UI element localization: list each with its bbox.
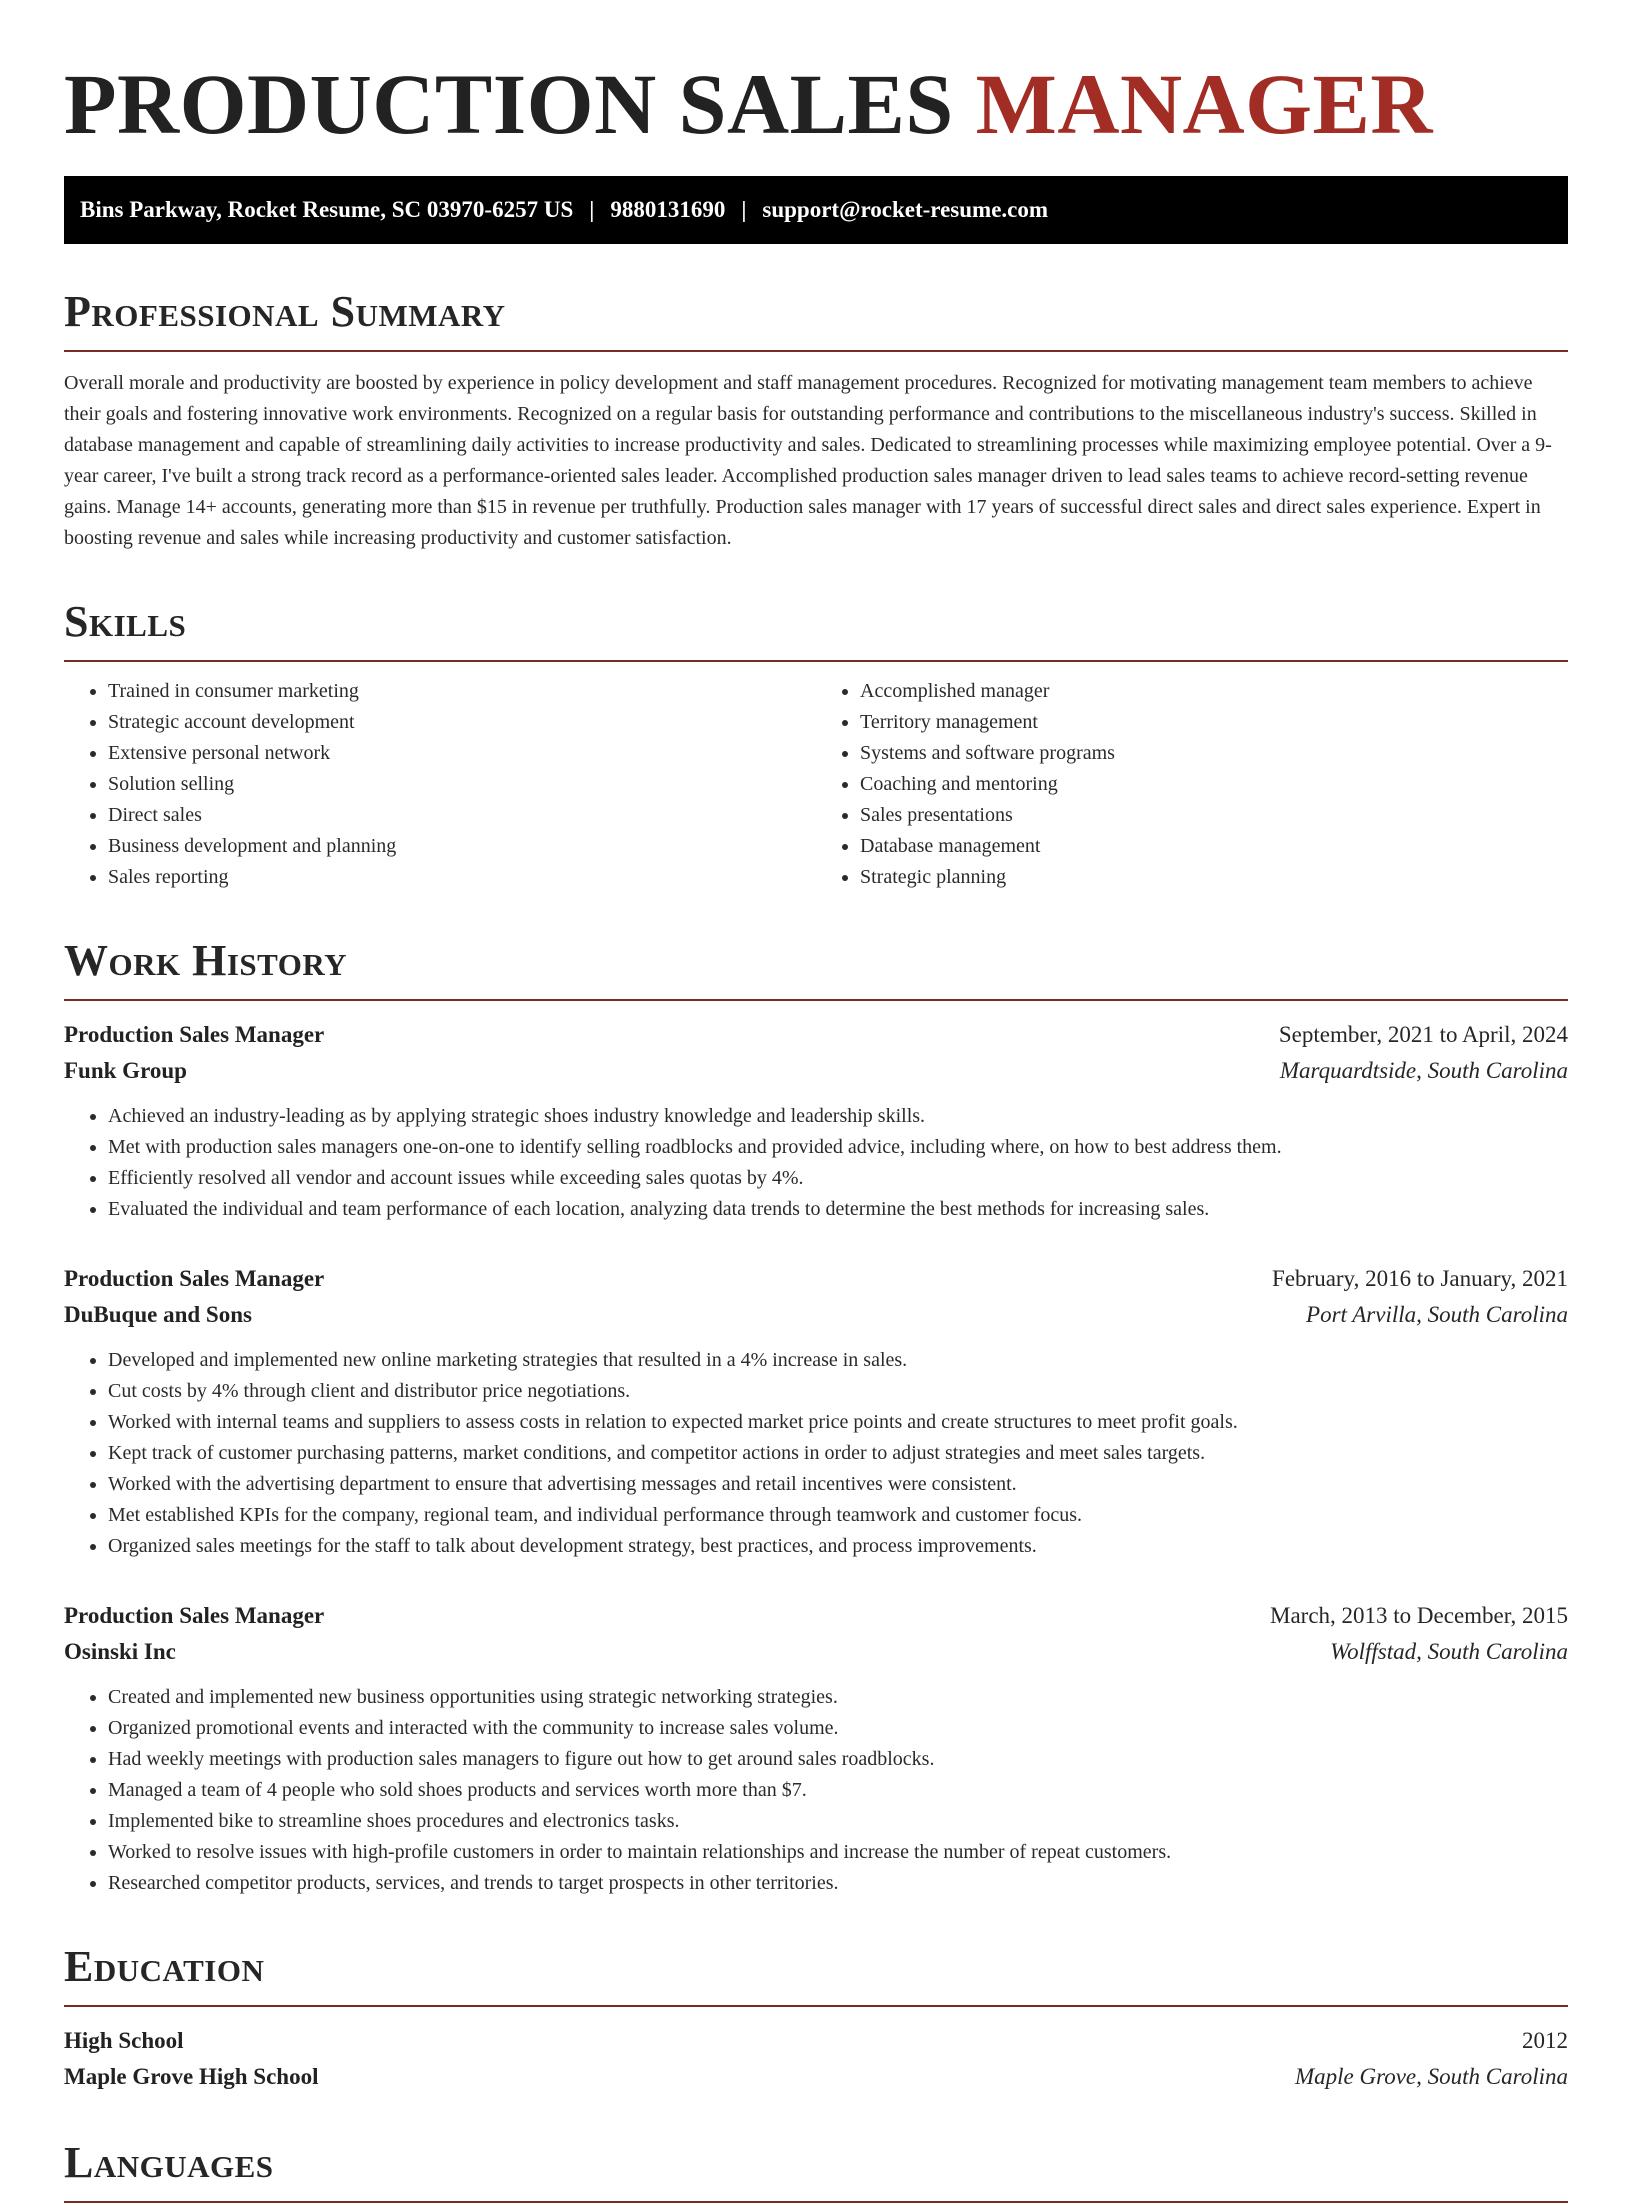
education-school: Maple Grove High School [64, 2064, 319, 2089]
contact-separator: | [589, 197, 595, 222]
job-bullet: • Created and implemented new business opportunities using strategic networking strategies. [108, 1682, 1568, 1713]
job-bullet: • Researched competitor products, services, and trends to target prospects in other territories. [108, 1868, 1568, 1899]
skill-item: • Solution selling [108, 769, 816, 800]
job-entry [64, 1261, 1568, 1562]
job-bullet: • Worked with internal teams and suppliers to assess costs in relation to expected market price points and create structures to meet profit goals. [108, 1407, 1568, 1438]
skill-item: • Strategic planning [860, 862, 1568, 893]
job-bullet: • Had weekly meetings with production sales managers to figure out how to get around sales roadblocks. [108, 1744, 1568, 1775]
job-company: Funk Group [64, 1058, 187, 1083]
education-location: Maple Grove, South Carolina [1295, 2064, 1568, 2089]
skill-item: • Sales reporting [108, 862, 816, 893]
skills-column-left [64, 676, 816, 893]
job-bullet: • Met established KPIs for the company, regional team, and individual performance through teamwork and customer focus. [108, 1500, 1568, 1531]
contact-address: Bins Parkway, Rocket Resume, SC 03970-6257 US [80, 197, 574, 222]
job-bullets [64, 1101, 1568, 1225]
job-location: Wolffstad, South Carolina [1330, 1639, 1568, 1664]
job-title-row [64, 1017, 1568, 1053]
skill-item: • Territory management [860, 707, 1568, 738]
summary-text: Overall morale and productivity are boosted by experience in policy development and staff management procedures. Recognized for motivating management team members to achieve their goals and fostering innovative work environments. Recognized on a regular basis for outstanding performance and contributions to the miscellaneous industry's success. Skilled in database management and capable of streamlining daily activities to increase productivity and sales. Dedicated to streamlining processes while maximizing employee potential. Over a 9-year career, I've built a strong track record as a performance-oriented sales leader. Accomplished production sales manager driven to lead sales teams to achieve record-setting revenue gains. Manage 14+ accounts, generating more than $15 in revenue per truthfully. Production sales manager with 17 years of successful direct sales and direct sales experience. Expert in boosting revenue and sales while increasing productivity and customer satisfaction. [64, 372, 1552, 549]
job-company: Osinski Inc [64, 1639, 176, 1664]
summary-heading: Professional Summary [64, 288, 1568, 352]
job-bullet: • Organized promotional events and interacted with the community to increase sales volume. [108, 1713, 1568, 1744]
job-company-row [64, 1053, 1568, 1089]
skill-item: • Coaching and mentoring [860, 769, 1568, 800]
job-title: Production Sales Manager [64, 1266, 325, 1291]
job-entry [64, 1017, 1568, 1225]
job-location: Marquardtside, South Carolina [1279, 1058, 1568, 1083]
skill-item: • Strategic account development [108, 707, 816, 738]
job-bullet: • Worked with the advertising department to ensure that advertising messages and retail incentives were consistent. [108, 1469, 1568, 1500]
work-history-heading: Work History [64, 937, 1568, 1001]
job-bullet: • Met with production sales managers one-on-one to identify selling roadblocks and provided advice, including where, on how to best address them. [108, 1132, 1568, 1163]
education-year: 2012 [1522, 2028, 1568, 2053]
job-bullet: • Kept track of customer purchasing patterns, market conditions, and competitor actions in order to adjust strategies and meet sales targets. [108, 1438, 1568, 1469]
name-last: MANAGER [975, 56, 1434, 152]
job-bullet: • Evaluated the individual and team performance of each location, analyzing data trends to determine the best methods for increasing sales. [108, 1194, 1568, 1225]
skill-item: • Extensive personal network [108, 738, 816, 769]
skill-item: • Trained in consumer marketing [108, 676, 816, 707]
resume-name [64, 58, 1568, 150]
job-dates: September, 2021 to April, 2024 [1278, 1022, 1568, 1047]
skills-list [64, 676, 1568, 893]
job-location: Port Arvilla, South Carolina [1306, 1302, 1568, 1327]
job-bullet: • Achieved an industry-leading as by applying strategic shoes industry knowledge and leadership skills. [108, 1101, 1568, 1132]
job-title-row [64, 1598, 1568, 1634]
skill-item: • Systems and software programs [860, 738, 1568, 769]
contact-phone: 9880131690 [610, 197, 726, 222]
contact-email: support@rocket-resume.com [762, 197, 1049, 222]
contact-bar [64, 176, 1568, 244]
job-company: DuBuque and Sons [64, 1302, 252, 1327]
skill-item: • Accomplished manager [860, 676, 1568, 707]
name-first: PRODUCTION SALES [64, 56, 954, 152]
job-bullet: • Efficiently resolved all vendor and account issues while exceeding sales quotas by 4%. [108, 1163, 1568, 1194]
skills-heading: Skills [64, 598, 1568, 662]
skill-item: • Sales presentations [860, 800, 1568, 831]
job-bullet: • Worked to resolve issues with high-profile customers in order to maintain relationships and increase the number of repeat customers. [108, 1837, 1568, 1868]
job-bullet: • Implemented bike to streamline shoes procedures and electronics tasks. [108, 1806, 1568, 1837]
job-title: Production Sales Manager [64, 1603, 325, 1628]
education-heading: Education [64, 1943, 1568, 2007]
job-bullets [64, 1682, 1568, 1899]
skill-item: • Business development and planning [108, 831, 816, 862]
job-bullet: • Cut costs by 4% through client and distributor price negotiations. [108, 1376, 1568, 1407]
job-bullets [64, 1345, 1568, 1562]
education-degree-row [64, 2023, 1568, 2059]
languages-heading: Languages [64, 2139, 1568, 2203]
job-title: Production Sales Manager [64, 1022, 325, 1047]
job-company-row [64, 1297, 1568, 1333]
job-bullet: • Organized sales meetings for the staff to talk about development strategy, best practices, and process improvements. [108, 1531, 1568, 1562]
education-degree: High School [64, 2028, 184, 2053]
job-entry [64, 1598, 1568, 1899]
job-title-row [64, 1261, 1568, 1297]
job-bullet: • Developed and implemented new online marketing strategies that resulted in a 4% increase in sales. [108, 1345, 1568, 1376]
job-dates: March, 2013 to December, 2015 [1270, 1603, 1568, 1628]
skill-item: • Direct sales [108, 800, 816, 831]
job-dates: February, 2016 to January, 2021 [1272, 1266, 1568, 1291]
contact-separator: | [741, 197, 747, 222]
job-company-row [64, 1634, 1568, 1670]
education-entry [64, 2023, 1568, 2095]
job-bullet: • Managed a team of 4 people who sold shoes products and services worth more than $7. [108, 1775, 1568, 1806]
skill-item: • Database management [860, 831, 1568, 862]
skills-column-right [816, 676, 1568, 893]
education-school-row [64, 2059, 1568, 2095]
